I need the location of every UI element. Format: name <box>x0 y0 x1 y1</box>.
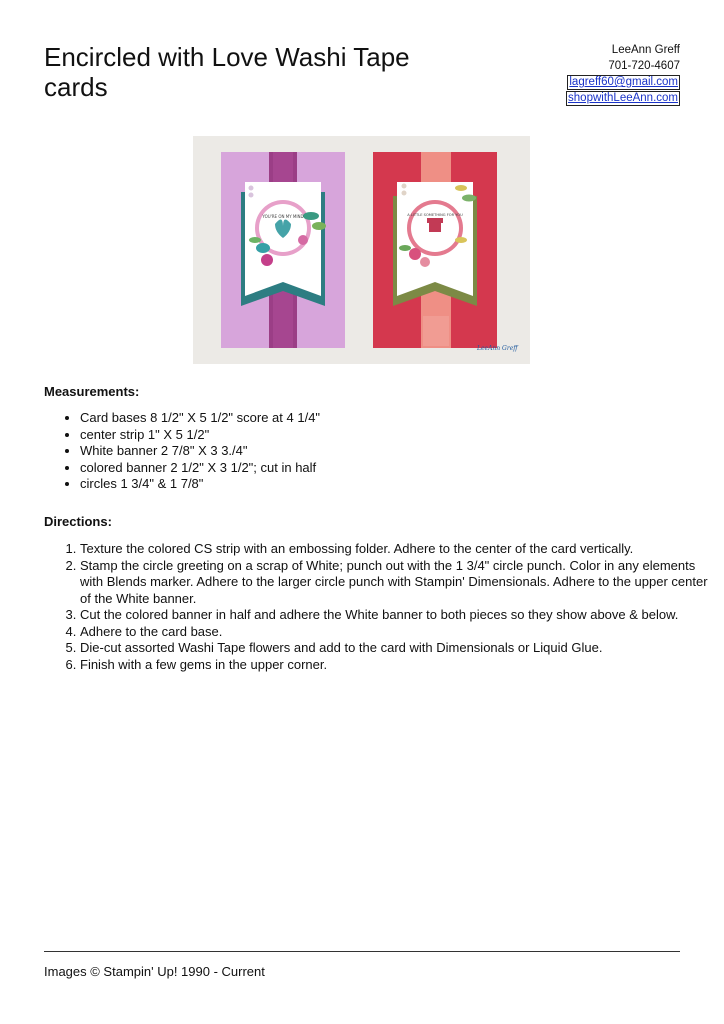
measurements-list <box>44 410 320 493</box>
footer-copyright: Images © Stampin' Up! 1990 - Current <box>44 964 265 979</box>
list-item: 6. Finish with a few gems in the upper corner. <box>80 657 720 674</box>
directions-list <box>44 541 720 673</box>
page-title: Encircled with Love Washi Tape cards <box>44 42 410 102</box>
footer-divider <box>44 951 680 952</box>
measurements-heading: Measurements: <box>44 384 140 399</box>
cards-photo <box>193 136 530 364</box>
list-item: 1. Texture the colored CS strip with an embossing folder. Adhere to the center of the card vertically. <box>80 541 720 558</box>
right-card <box>373 152 497 348</box>
signature-watermark: LeeAnn Greff <box>477 345 518 352</box>
author-name: LeeAnn Greff <box>611 44 680 56</box>
email-link[interactable]: lagreff60@gmail.com <box>569 76 678 88</box>
list-item: 3. Cut the colored banner in half and adhere the White banner to both pieces so they show above & below. <box>80 607 720 624</box>
directions-heading: Directions: <box>44 514 112 529</box>
list-item: • circles 1 3/4" & 1 7/8" <box>80 476 320 493</box>
list-item: 4. Adhere to the card base. <box>80 624 720 641</box>
phone-number: 701-720-4607 <box>608 60 680 72</box>
list-item: • center strip 1" X 5 1/2" <box>80 427 320 444</box>
left-card <box>221 152 345 348</box>
list-item: 2. Stamp the circle greeting on a scrap of White; punch out with the 1 3/4" circle punch. Color in any elements with Blends marker. Adhere to the larger circle punch with Stampin' Dimensionals. Adhere to the upper center of the White banner. <box>80 558 720 608</box>
list-item: • White banner 2 7/8" X 3 3./4" <box>80 443 320 460</box>
list-item: 5. Die-cut assorted Washi Tape flowers and add to the card with Dimensionals or Liquid Glue. <box>80 640 720 657</box>
list-item: • Card bases 8 1/2" X 5 1/2" score at 4 1/4" <box>80 410 320 427</box>
contact-block <box>566 42 680 106</box>
website-link[interactable]: shopwithLeeAnn.com <box>568 92 678 104</box>
right-card-stamp: A LITTLE SOMETHING FOR YOU <box>407 213 463 217</box>
list-item: • colored banner 2 1/2" X 3 1/2"; cut in half <box>80 460 320 477</box>
left-card-stamp: YOU'RE ON MY MIND <box>262 214 304 219</box>
